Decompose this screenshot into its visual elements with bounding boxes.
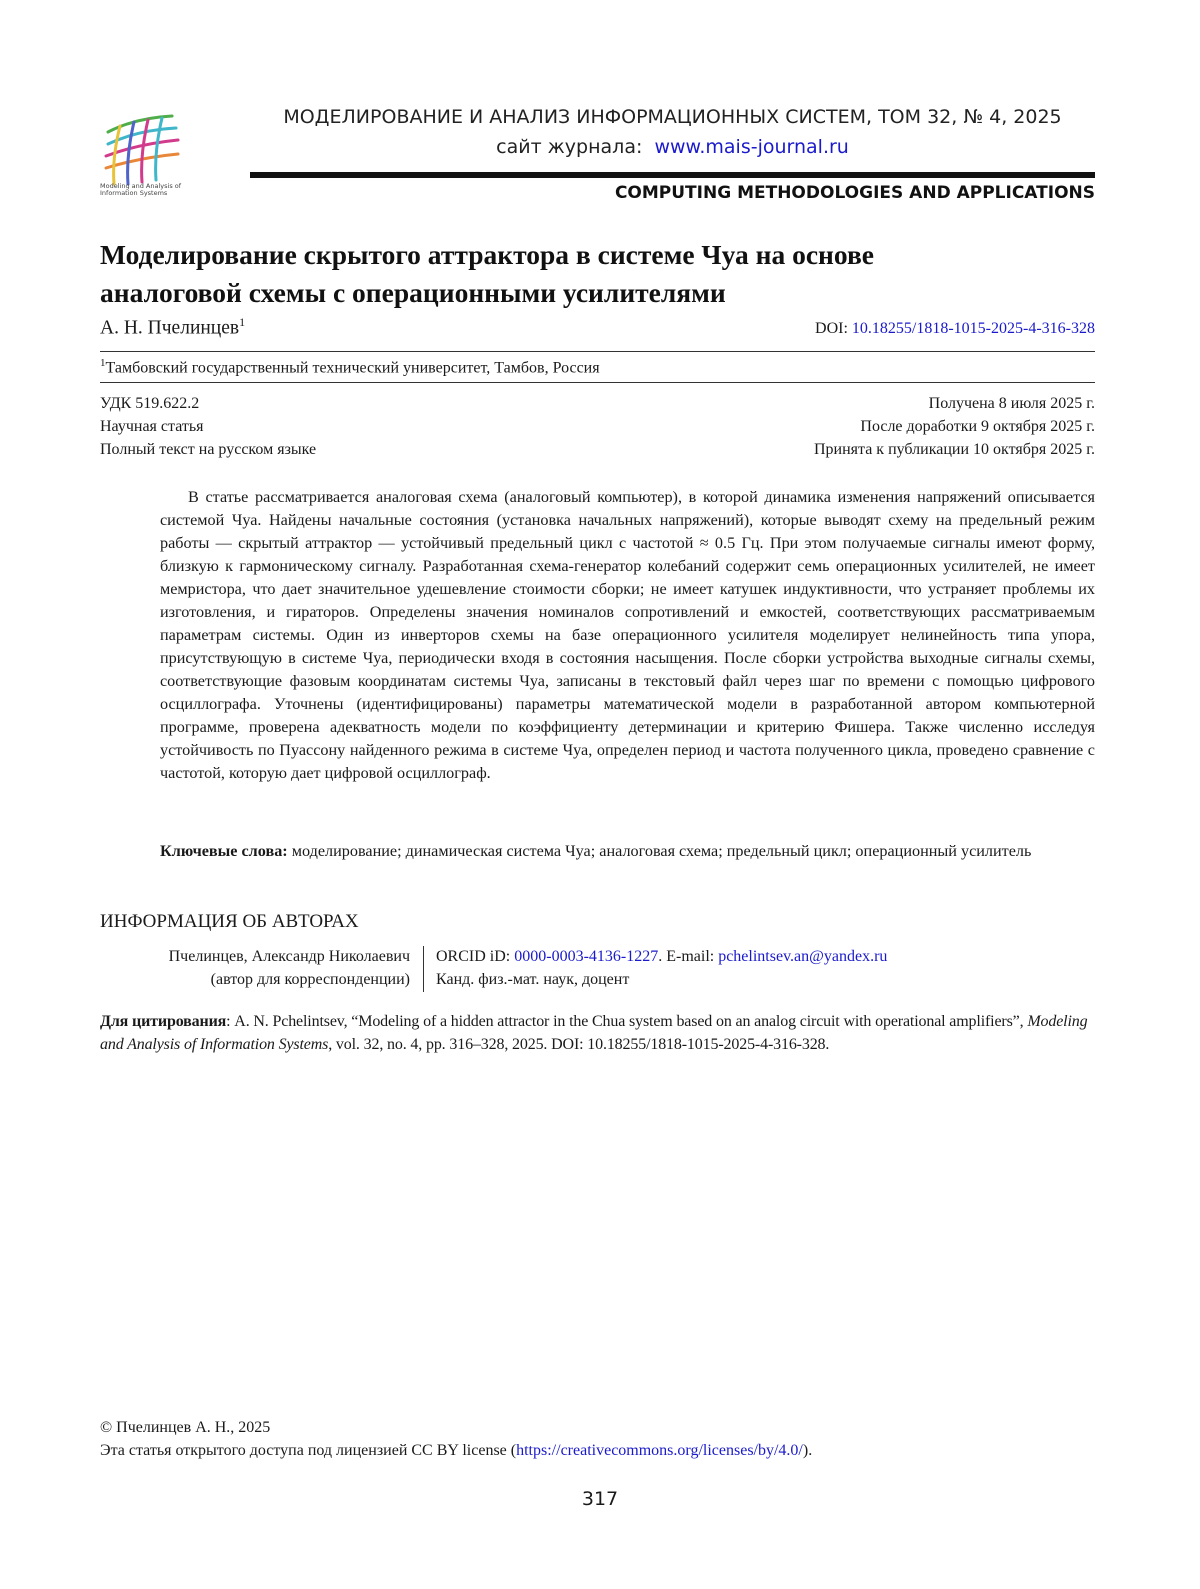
author-info-divider xyxy=(423,946,424,992)
citation-text-before: : A. N. Pchelintsev, “Modeling of a hidden attractor in the Chua system based on an analog circuit with operational amplifiers”, xyxy=(226,1013,1028,1030)
keywords-label: Ключевые слова: xyxy=(160,842,288,860)
journal-name: МОДЕЛИРОВАНИЕ И АНАЛИЗ ИНФОРМАЦИОННЫХ СИСТЕМ, ТОМ 32, № 4, 2025 xyxy=(283,106,1062,128)
udc: УДК 519.622.2 xyxy=(100,395,200,412)
author-contacts xyxy=(436,945,1096,968)
license-text: Эта статья открытого доступа под лицензией CC BY license ( xyxy=(100,1442,517,1459)
affil-mark: 1 xyxy=(100,357,106,369)
affiliation-top-rule xyxy=(100,351,1095,352)
author-role: (автор для корреспонденции) xyxy=(210,971,410,988)
doi-label: DOI: xyxy=(815,320,848,337)
affiliation-text: Тамбовский государственный технический университет, Тамбов, Россия xyxy=(105,359,600,377)
page-number: 317 xyxy=(581,1488,619,1510)
article-type: Научная статья xyxy=(100,418,204,435)
header-divider xyxy=(250,172,1095,178)
author-text: А. Н. Пчелинцев xyxy=(100,317,240,339)
doi-link[interactable]: 10.18255/1818-1015-2025-4-316-328 xyxy=(851,320,1095,337)
copyright: © Пчелинцев А. Н., 2025 xyxy=(100,1419,271,1436)
logo-caption: Modeling and Analysis of Information Systems xyxy=(100,182,182,197)
orcid-link[interactable]: 0000-0003-4136-1227 xyxy=(514,948,659,965)
site-link[interactable]: www.mais-journal.ru xyxy=(654,136,849,158)
keywords xyxy=(160,840,1095,863)
citation-label: Для цитирования xyxy=(100,1013,227,1030)
journal-site-line xyxy=(250,136,1095,158)
license-link[interactable]: https://creativecommons.org/licenses/by/4.0/ xyxy=(516,1442,803,1459)
citation-journal: Modeling and Analysis of Information Systems xyxy=(100,1013,1088,1053)
article-language: Полный текст на русском языке xyxy=(100,441,317,458)
author-full-name: Пчелинцев, Александр Николаевич xyxy=(168,948,410,965)
article-title xyxy=(100,236,1100,312)
date-accepted: Принята к публикации 10 октября 2025 г. xyxy=(813,441,1095,458)
email-link[interactable]: pchelintsev.an@yandex.ru xyxy=(718,948,888,965)
title-line-1: Моделирование скрытого аттрактора в системе Чуа на основе xyxy=(100,239,875,270)
title-line-2: аналоговой схемы с операционными усилителями xyxy=(100,277,726,308)
site-label: сайт журнала: xyxy=(496,136,643,158)
date-received: Получена 8 июля 2025 г. xyxy=(928,395,1095,412)
abstract: В статье рассматривается аналоговая схема (аналоговый компьютер), в которой динамика изменения напряжений описывается системой Чуа. Найдены начальные состояния (установка начальных напряжений), которые выводят схему на предельный режим работы — скрытый аттрактор — устойчивый предельный цикл с частотой ≈ 0.5 Гц. При этом получаемые сигналы имеют форму, близкую к гармоническому сигналу. Разработанная схема-генератор колебаний содержит семь операционных усилителей, не имеет мемристора, что дает значительное удешевление стоимости сборки; не имеет катушек индуктивности, что устраняет проблемы их изготовления, и гираторов. Определены значения номиналов сопротивлений и емкостей, соответствующих рассматриваемым параметрам системы. Один из инверторов схемы на базе операционного усилителя моделирует нелинейность типа упора, присутствующую в системе Чуа, периодически входя в состояния насыщения. После сборки устройства выходные сигналы схемы, соответствующие фазовым координатам системы Чуа, записаны в текстовый файл через шаг по времени с помощью цифрового осциллографа. Уточнены (идентифицированы) параметры математической модели в разработанной автором компьютерной программе, проверена адекватность модели по коэффициенту детерминации и критерию Фишера. Также численно исследуя устойчивость по Пуассону найденного режима в системе Чуа, определен период и частота полученного цикла, проведено сравнение с частотой, которую дает цифровой осциллограф. xyxy=(160,488,1095,782)
date-revised: После доработки 9 октября 2025 г. xyxy=(860,418,1095,435)
author-affil-mark: 1 xyxy=(239,315,246,329)
section-tag: COMPUTING METHODOLOGIES AND APPLICATIONS xyxy=(614,183,1095,203)
affiliation xyxy=(100,357,600,377)
article-dates xyxy=(814,392,1095,461)
author-degree: Канд. физ.-мат. наук, доцент xyxy=(436,971,630,988)
author-info-details xyxy=(436,945,1096,991)
author-name xyxy=(100,315,245,340)
email-label: . E-mail: xyxy=(658,948,715,965)
license-line xyxy=(100,1439,1100,1462)
citation-text-after: , vol. 32, no. 4, pp. 316–328, 2025. DOI: 10.18255/1818-1015-2025-4-316-328. xyxy=(328,1036,830,1053)
author-info-name-block xyxy=(100,945,410,991)
copyright-block xyxy=(100,1416,1100,1462)
keywords-text: моделирование; динамическая система Чуа; аналоговая схема; предельный цикл; операционный усилитель xyxy=(291,842,1032,860)
license-end: ). xyxy=(802,1442,813,1459)
orcid-label: ORCID iD: xyxy=(436,948,511,965)
citation xyxy=(100,1010,1100,1056)
authors-info-heading: ИНФОРМАЦИЯ ОБ АВТОРАХ xyxy=(100,911,359,932)
affiliation-bottom-rule xyxy=(100,382,1095,383)
doi xyxy=(815,320,1095,338)
article-meta-left xyxy=(100,392,316,461)
